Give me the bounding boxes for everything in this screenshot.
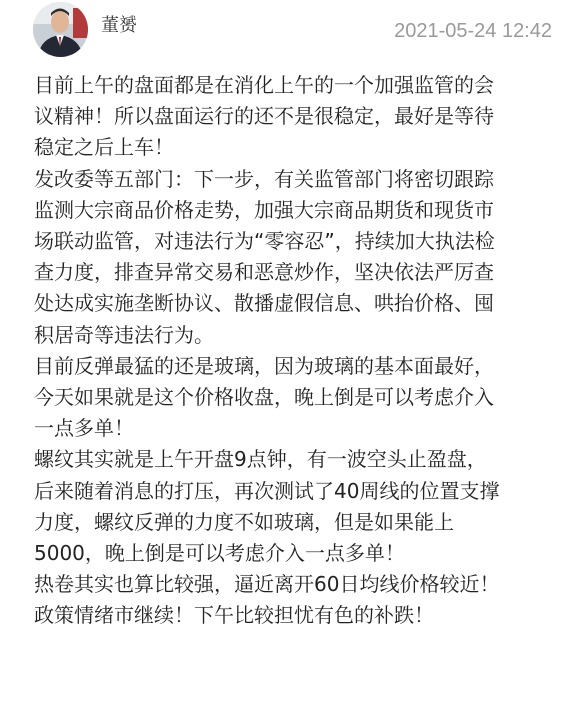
- post-paragraph: [34, 351, 578, 445]
- post-header: [0, 0, 586, 62]
- text-line: 今天如果就是这个价格收盘，晚上倒是可以考虑介入: [34, 385, 494, 410]
- text-line: 场联动监管，对违法行为“零容忍”，持续加大执法检: [34, 229, 495, 254]
- text-line: 稳定之后上车！: [34, 135, 174, 160]
- post-body: [34, 70, 578, 632]
- text-line: 积居奇等违法行为。: [34, 322, 214, 347]
- post-timestamp: 2021-05-24 12:42: [394, 20, 552, 42]
- text-line: 议精神！所以盘面运行的还不是很稳定，最好是等待: [34, 104, 494, 129]
- text-line: 力度，螺纹反弹的力度不如玻璃，但是如果能上: [34, 509, 454, 534]
- avatar-photo-icon: [33, 2, 88, 57]
- text-line: 目前反弹最猛的还是玻璃，因为玻璃的基本面最好，: [34, 353, 494, 378]
- text-line: 螺纹其实就是上午开盘9点钟，有一波空头止盈盘，: [34, 447, 487, 472]
- avatar[interactable]: [33, 2, 88, 57]
- text-line: 处达成实施垄断协议、散播虚假信息、哄抬价格、囤: [34, 291, 494, 316]
- text-line: 查力度，排查异常交易和恶意炒作，坚决依法严厉查: [34, 260, 494, 285]
- post-paragraph: [34, 444, 578, 569]
- text-line: 一点多单！: [34, 416, 134, 441]
- text-line: 热卷其实也算比较强，逼近离开60日均线价格较近！: [34, 572, 500, 597]
- text-line: 监测大宗商品价格走势，加强大宗商品期货和现货市: [34, 197, 494, 222]
- post-paragraph: [34, 569, 578, 600]
- post-paragraph: [34, 600, 578, 631]
- text-line: 发改委等五部门：下一步，有关监管部门将密切跟踪: [34, 166, 494, 191]
- text-line: 5000，晚上倒是可以考虑介入一点多单！: [34, 541, 405, 566]
- text-line: 目前上午的盘面都是在消化上午的一个加强监管的会: [34, 73, 494, 97]
- post-paragraph: [34, 164, 578, 351]
- text-line: 后来随着消息的打压，再次测试了40周线的位置支撑: [34, 478, 500, 503]
- post-paragraph: [34, 70, 578, 164]
- text-line: 政策情绪市继续！下午比较担忧有色的补跌！: [34, 603, 434, 628]
- author-name[interactable]: 董赟: [101, 15, 137, 36]
